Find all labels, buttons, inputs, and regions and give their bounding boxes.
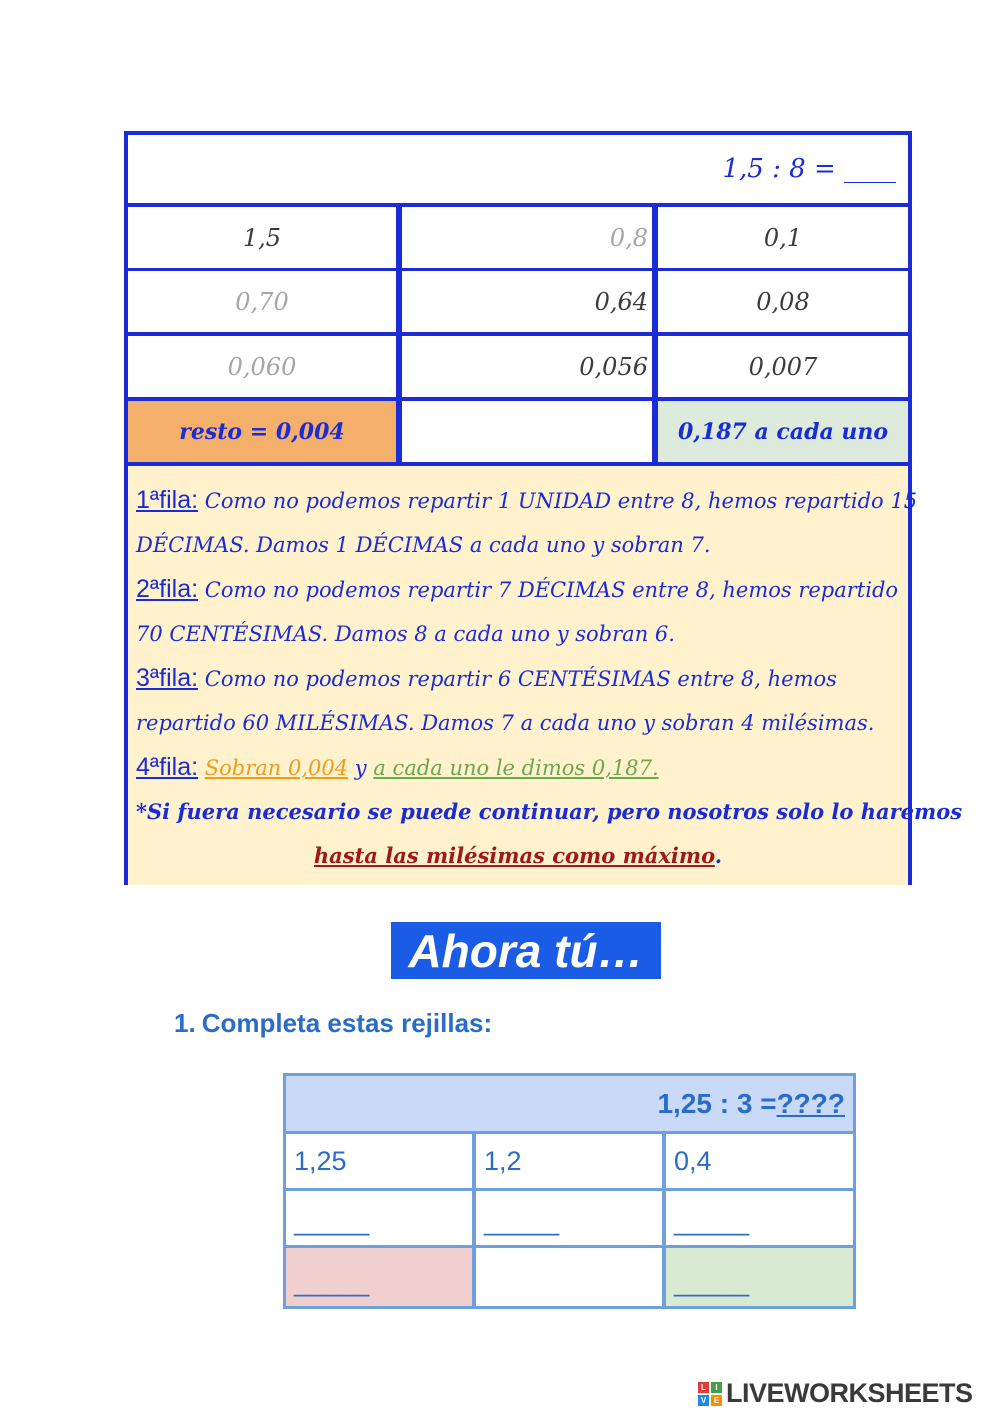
example-cell: 0,08	[658, 271, 908, 332]
question-text: Completa estas rejillas:	[201, 1008, 493, 1038]
grid-cell: 0,4	[666, 1134, 853, 1188]
result-text: a cada uno le dimos 0,187.	[373, 756, 659, 780]
example-cell: 0,70	[128, 271, 396, 332]
explanation-line: 70 CENTÉSIMAS. Damos 8 a cada uno y sobran 6.	[136, 622, 675, 646]
remainder-cell: resto = 0,004	[128, 401, 396, 462]
note-line	[136, 834, 900, 878]
grid-title	[286, 1076, 853, 1131]
explanation-line: repartido 60 MILÉSIMAS. Damos 7 a cada uno y sobran 4 milésimas.	[136, 711, 875, 735]
empty-cell	[476, 1248, 662, 1306]
explanation-text: Como no podemos repartir 6 CENTÉSIMAS entre 8, hemos	[204, 667, 837, 691]
explanation-line	[136, 567, 900, 612]
example-cell: 0,8	[402, 207, 652, 268]
explanation-line	[136, 478, 918, 523]
exercise-grid	[283, 1073, 856, 1309]
note-end: .	[714, 843, 723, 868]
explanation-line: DÉCIMAS. Damos 1 DÉCIMAS a cada uno y sobran 7.	[136, 533, 711, 557]
answer-field[interactable]: _____	[666, 1191, 853, 1245]
logo-square: I	[711, 1382, 722, 1393]
logo-square: L	[698, 1382, 709, 1393]
example-title: 1,5 : 8 = ____	[128, 135, 908, 203]
result-answer-field[interactable]: _____	[666, 1248, 853, 1306]
logo-square: E	[711, 1395, 722, 1406]
question-number: 1.	[174, 1008, 196, 1038]
explanation-text: Como no podemos repartir 1 UNIDAD entre 8, hemos repartido 15	[204, 489, 918, 513]
row-label: 3ªfila:	[136, 664, 199, 692]
answer-field[interactable]: _____	[476, 1191, 662, 1245]
explanation-line	[136, 656, 900, 701]
example-cell: 0,007	[658, 336, 908, 397]
empty-cell	[402, 401, 652, 462]
example-cell: 0,1	[658, 207, 908, 268]
liveworksheets-logo	[698, 1378, 973, 1409]
example-cell: 0,056	[402, 336, 652, 397]
explanation-box	[128, 466, 963, 885]
row-label: 1ªfila:	[136, 486, 199, 514]
note-highlight: hasta las milésimas como máximo	[313, 843, 715, 868]
row-label: 4ªfila:	[136, 753, 199, 781]
example-cell: 0,64	[402, 271, 652, 332]
logo-square: V	[698, 1395, 709, 1406]
conjunction-text: y	[354, 756, 367, 780]
remainder-answer-field[interactable]: _____	[286, 1248, 472, 1306]
logo-text: LIVEWORKSHEETS	[726, 1378, 973, 1408]
row-label: 2ªfila:	[136, 575, 199, 603]
explanation-line	[136, 745, 900, 790]
grid-title-blank: ????	[776, 1087, 845, 1119]
remainder-text: Sobran 0,004	[204, 756, 349, 780]
answer-field[interactable]: _____	[286, 1191, 472, 1245]
example-table	[124, 131, 963, 885]
example-cell: 1,5	[128, 207, 396, 268]
grid-title-text: 1,25 : 3 =	[657, 1087, 777, 1119]
question-title	[174, 1008, 498, 1039]
logo-icon	[698, 1382, 722, 1406]
explanation-text: Como no podemos repartir 7 DÉCIMAS entre 8, hemos repartido	[204, 578, 899, 602]
section-heading: Ahora tú…	[391, 922, 661, 979]
grid-cell: 1,25	[286, 1134, 472, 1188]
result-cell: 0,187 a cada uno	[658, 401, 908, 462]
grid-cell: 1,2	[476, 1134, 662, 1188]
note-line: *Si fuera necesario se puede continuar, pero nosotros solo lo haremos	[136, 799, 963, 824]
example-cell: 0,060	[128, 336, 396, 397]
